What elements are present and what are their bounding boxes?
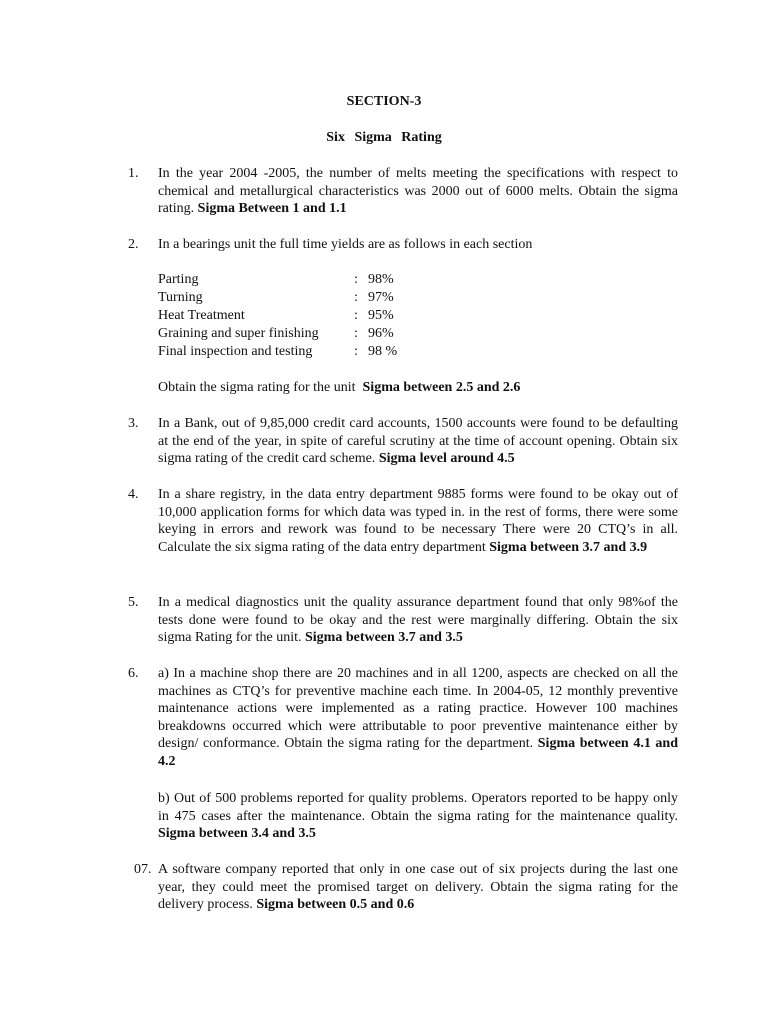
question-5 bbox=[158, 594, 678, 647]
yield-section-name: Final inspection and testing bbox=[158, 344, 313, 359]
yield-colon: : bbox=[354, 326, 358, 341]
question-7-answer: Sigma between 0.5 and 0.6 bbox=[256, 897, 415, 913]
question-3 bbox=[158, 415, 678, 468]
question-1-number: 1. bbox=[128, 166, 139, 181]
question-7-text: A software company reported that only in one case out of six projects during the last one year, they could meet the promised target on delivery. Obtain the sigma rating for the delivery process. bbox=[158, 862, 678, 913]
yield-section-name: Turning bbox=[158, 290, 203, 305]
question-6a-text: a) In a machine shop there are 20 machines and in all 1200, aspects are checked on all the machines as CTQ’s for preventive machine each time. In 2004-05, 12 monthly preventive maintenance actions were implemented as a rating practice. However 100 machines breakdowns occurred which were attributable to poor preventive maintenance either by design/ conformance. Obtain the sigma rating for the department. bbox=[158, 666, 678, 752]
question-6-part-a bbox=[158, 665, 678, 771]
yield-section-name: Graining and super finishing bbox=[158, 326, 319, 341]
yield-value: 97% bbox=[368, 290, 394, 305]
yield-colon: : bbox=[354, 308, 358, 323]
yield-value: 96% bbox=[368, 326, 394, 341]
question-2-text: In a bearings unit the full time yields are as follows in each section bbox=[158, 237, 533, 252]
question-4-number: 4. bbox=[128, 487, 139, 502]
question-3-answer: Sigma level around 4.5 bbox=[378, 451, 515, 467]
yield-value: 98 % bbox=[368, 344, 398, 359]
question-3-number: 3. bbox=[128, 416, 139, 431]
question-5-answer: Sigma between 3.7 and 3.5 bbox=[304, 630, 463, 646]
question-2-number: 2. bbox=[128, 237, 139, 252]
question-2-followup-line bbox=[158, 379, 678, 397]
question-1-text: In the year 2004 -2005, the number of melts meeting the specifications with respect to chemical and metallurgical characteristics was 2000 out of 6000 melts. Obtain the sigma rating. bbox=[158, 166, 678, 217]
question-4 bbox=[158, 486, 678, 556]
yield-colon: : bbox=[354, 290, 358, 305]
question-6-number: 6. bbox=[128, 666, 139, 681]
yield-row bbox=[158, 289, 458, 307]
question-2-answer: Sigma between 2.5 and 2.6 bbox=[362, 380, 521, 395]
question-2-followup: Obtain the sigma rating for the unit bbox=[158, 380, 356, 395]
document-subtitle: Six Sigma Rating bbox=[326, 130, 442, 145]
yield-row bbox=[158, 271, 458, 289]
question-6a-answer: Sigma between 4.1 and 4.2 bbox=[158, 736, 679, 769]
question-4-answer: Sigma between 3.7 and 3.9 bbox=[489, 539, 648, 555]
question-1-answer: Sigma Between 1 and 1.1 bbox=[197, 201, 347, 217]
yield-row bbox=[158, 343, 458, 361]
question-5-number: 5. bbox=[128, 595, 139, 610]
question-1 bbox=[158, 165, 678, 218]
question-6b-text: b) Out of 500 problems reported for quality problems. Operators reported to be happy only in 475 cases after the maintenance. Obtain the sigma rating for the maintenance quality. bbox=[158, 791, 678, 824]
question-5-text: In a medical diagnostics unit the quality assurance department found that only 98%of the tests done were found to be okay and the rest were marginally differing. Obtain the six sigma Rating for the unit. bbox=[158, 595, 678, 646]
question-4-text: In a share registry, in the data entry department 9885 forms were found to be okay out of 10,000 application forms for which data was typed in. in the rest of forms, there were some keying in errors and rework was found to be necessary There were 20 CTQ’s in all. Calculate the six sigma rating of the data entry department bbox=[158, 487, 678, 555]
question-7-number: 07. bbox=[134, 862, 152, 877]
yield-section-name: Parting bbox=[158, 272, 199, 287]
question-7 bbox=[158, 861, 678, 914]
yield-section-name: Heat Treatment bbox=[158, 308, 245, 323]
yield-row bbox=[158, 307, 458, 325]
question-3-text: In a Bank, out of 9,85,000 credit card accounts, 1500 accounts were found to be defaulting at the end of the year, in spite of careful scrutiny at the time of account opening. Obtain six sigma rating of the credit card scheme. bbox=[158, 416, 678, 467]
yield-value: 95% bbox=[368, 308, 394, 323]
yield-colon: : bbox=[354, 272, 358, 287]
section-title: SECTION-3 bbox=[346, 94, 422, 109]
yield-row bbox=[158, 325, 458, 343]
yield-value: 98% bbox=[368, 272, 394, 287]
yield-colon: : bbox=[354, 344, 358, 359]
question-6b-answer: Sigma between 3.4 and 3.5 bbox=[158, 826, 316, 842]
question-6-part-b bbox=[158, 790, 678, 843]
